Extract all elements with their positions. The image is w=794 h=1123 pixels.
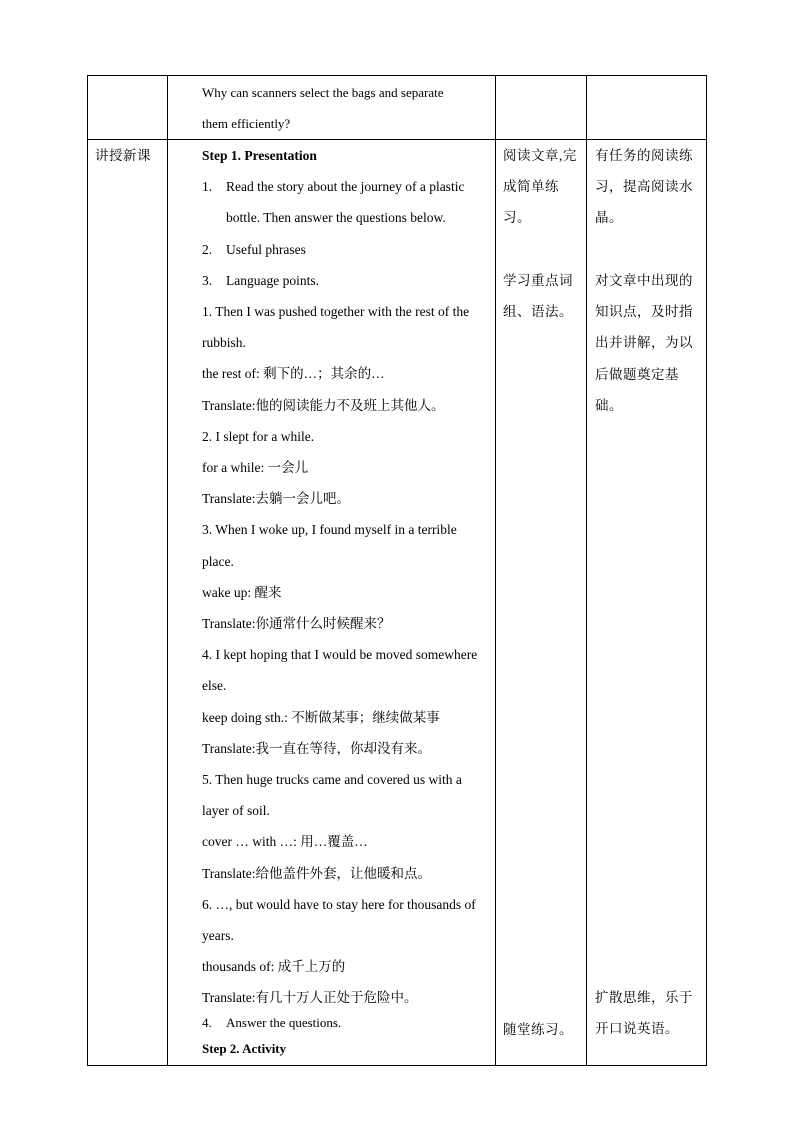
point1-sentence-line2: rubbish.: [202, 335, 246, 351]
point1-sentence-line1: 1. Then I was pushed together with the rest of the: [202, 304, 470, 320]
point6-phrase: thousands of: 成千上万的: [202, 959, 346, 975]
design-intent-a-line1: 有任务的阅读练: [595, 148, 693, 163]
table-col-divider-2: [495, 75, 496, 1066]
step1-heading: Step 1. Presentation: [202, 148, 317, 163]
item2: [202, 234, 490, 265]
point2-translate: Translate:去躺一会儿吧。: [202, 491, 350, 507]
point5-sentence-line2: layer of soil.: [202, 803, 270, 819]
item3: [202, 265, 490, 296]
table-col-divider-1: [167, 75, 168, 1066]
row0-question-line2: them efficiently?: [202, 116, 291, 132]
student-activity-b-line1: 学习重点词: [503, 273, 573, 288]
design-intent-a-line2: 习，提高阅读水: [595, 179, 693, 195]
table-border-left: [87, 75, 88, 1066]
design-intent-c-line1: 扩散思维，乐于: [595, 990, 693, 1005]
design-intent-a-line3: 晶。: [595, 210, 623, 226]
item4-number: 4.: [202, 1015, 212, 1030]
point3-sentence-line2: place.: [202, 553, 234, 569]
item1-text-line1: Read the story about the journey of a plastic: [226, 179, 465, 195]
design-intent-b-line2: 知识点，及时指: [595, 304, 693, 320]
row0-question: [202, 77, 490, 139]
point1-phrase: the rest of: 剩下的…；其余的…: [202, 366, 385, 382]
design-intent-b-line3: 出并讲解，为以: [595, 335, 693, 351]
item3-text: Language points.: [226, 272, 319, 288]
table-col-divider-3: [586, 75, 587, 1066]
design-intent-c-line2: 开口说英语。: [595, 1021, 679, 1037]
student-activity-a: [503, 140, 585, 234]
design-intent-c: [595, 982, 701, 1044]
point5-sentence-line1: 5. Then huge trucks came and covered us with a: [202, 772, 462, 788]
point3-sentence-line1: 3. When I woke up, I found myself in a terrible: [202, 522, 457, 538]
step2-heading: Step 2. Activity: [202, 1041, 287, 1056]
item4: [202, 1010, 490, 1036]
point6-translate: Translate:有几十万人正处于危险中。: [202, 990, 418, 1006]
student-activity-b-line2: 组、语法。: [503, 304, 573, 320]
item1: [202, 171, 490, 202]
item2-text: Useful phrases: [226, 241, 306, 257]
lesson-content-end: [202, 1010, 490, 1062]
point4-translate: Translate:我一直在等待，你却没有来。: [202, 740, 431, 756]
point5-phrase: cover … with …: 用…覆盖…: [202, 834, 368, 850]
item2-number: 2.: [202, 241, 213, 257]
item3-number: 3.: [202, 272, 213, 288]
item4-text: Answer the questions.: [226, 1015, 342, 1030]
lesson-content: [202, 140, 490, 1014]
design-intent-b: [595, 265, 701, 421]
point3-translate: Translate:你通常什么时候醒来？: [202, 616, 391, 632]
table-border-bottom: [87, 1065, 707, 1066]
table-border-right: [706, 75, 707, 1066]
item1-number: 1.: [202, 179, 213, 195]
point2-phrase: for a while: 一会儿: [202, 460, 309, 476]
point6-sentence-line1: 6. …, but would have to stay here for thousands of: [202, 896, 476, 912]
point4-sentence-line2: else.: [202, 678, 227, 694]
design-intent-b-line1: 对文章中出现的: [595, 273, 693, 288]
student-activity-a-line1: 阅读文章,完: [503, 148, 577, 163]
student-activity-c: 随堂练习。: [503, 1022, 573, 1037]
point4-sentence-line1: 4. I kept hoping that I would be moved somewhere: [202, 647, 478, 663]
point6-sentence-line2: years.: [202, 928, 234, 944]
row0-question-line1: Why can scanners select the bags and separate: [202, 85, 444, 100]
table-border-top: [87, 75, 707, 76]
item1-text-line2: bottle. Then answer the questions below.: [226, 210, 446, 226]
design-intent-b-line4: 后做题奠定基础。: [595, 366, 679, 413]
point5-translate: Translate:给他盖件外套，让他暖和点。: [202, 865, 431, 881]
point3-phrase: wake up: 醒来: [202, 584, 282, 600]
student-activity-a-line2: 成简单练习。: [503, 179, 559, 226]
point1-translate: Translate:他的阅读能力不及班上其他人。: [202, 397, 445, 413]
point4-phrase: keep doing sth.: 不断做某事；继续做某事: [202, 709, 440, 725]
design-intent-a: [595, 140, 701, 234]
section-label: 讲授新课: [95, 148, 151, 163]
point2-sentence: 2. I slept for a while.: [202, 428, 315, 444]
student-activity-b: [503, 265, 585, 327]
